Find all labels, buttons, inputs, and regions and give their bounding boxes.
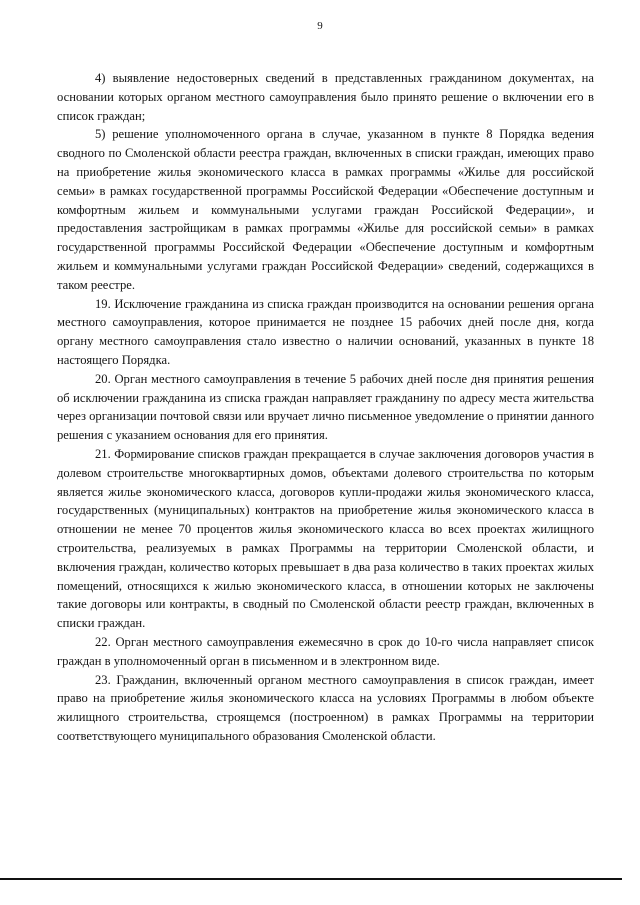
- paragraph-19: 19. Исключение гражданина из списка граждан производится на основании решения органа местного самоуправления, которое принимается не позднее 15 рабочих дней после дня, когда органу местного самоуправления стало известно о наличии оснований, указанных в пункте 18 настоящего Порядка.: [57, 296, 594, 367]
- paragraph-23: 23. Гражданин, включенный органом местного самоуправления в список граждан, имеет право на приобретение жилья экономического класса на условиях Программы в любом объекте жилищного строительства, строящемся (построенном) в рамках Программы на территории соответствующего муниципального образования Смоленской области.: [57, 672, 594, 743]
- paragraph-21: 21. Формирование списков граждан прекращается в случае заключения договоров участия в долевом строительстве многоквартирных домов, объектами долевого строительства по которым является жилье экономического класса, договоров купли-продажи жилья экономического класса, государственных (муниципальных) контрактов на приобретение жилья экономического класса в отношении не менее 70 процентов жилья экономического класса во всех проектах жилищного строительства, реализуемых в рамках Программы на территории Смоленской области, и включения граждан, количество которых превышает в два раза количество в таких проектах жилых помещений, относящихся к жилью экономического класса, в отношении которых не заключены такие договоры или контракты, в сводный по Смоленской области реестр граждан, включенных в списки граждан.: [57, 446, 594, 631]
- paragraph-item-5: 5) решение уполномоченного органа в случае, указанном в пункте 8 Порядка ведения сводного по Смоленской области реестра граждан, включенных в списки граждан, имеющих право на приобретение жилья экономического класса в рамках программы «Жилье для российской семьи» в рамках государственной программы Российской Федерации «Обеспечение доступным и комфортным жильем и коммунальными услугами граждан Российской Федерации», и предоставления застройщикам в рамках программы «Жилье для российской семьи» в рамках государственной программы Российской Федерации «Обеспечение доступным и комфортным жильем и коммунальными услугами граждан Российской Федерации» сведений, содержащихся в таком реестре.: [57, 127, 594, 292]
- document-body: [57, 69, 594, 746]
- page-number: 9: [317, 20, 323, 32]
- paragraph-22: 22. Орган местного самоуправления ежемесячно в срок до 10-го числа направляет список граждан в уполномоченный орган в письменном и в электронном виде.: [57, 634, 594, 668]
- bottom-divider: [0, 878, 622, 880]
- paragraph-20: 20. Орган местного самоуправления в течение 5 рабочих дней после дня принятия решения об исключении гражданина из списка граждан направляет гражданину по адресу места жительства через организации почтовой связи или вручает лично письменное уведомление о принятии данного решения с указанием основания для его принятия.: [57, 371, 594, 443]
- paragraph-item-4: 4) выявление недостоверных сведений в представленных гражданином документах, на основании которых органом местного самоуправления было принято решение о включении его в список граждан;: [57, 71, 594, 123]
